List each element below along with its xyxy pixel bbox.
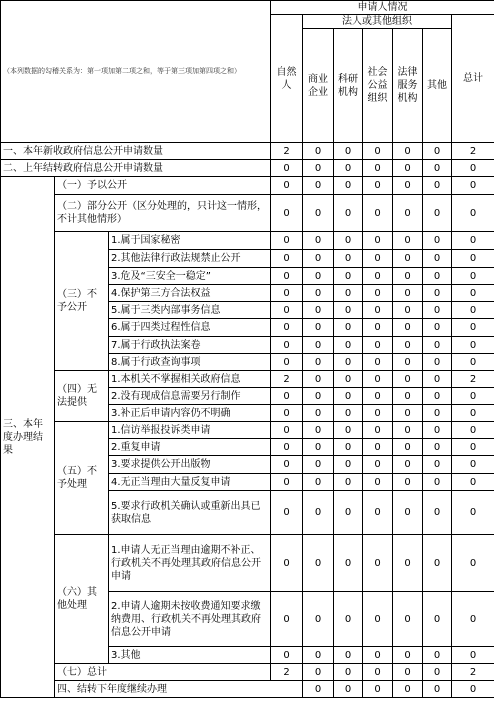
cell-value: 0	[423, 285, 452, 302]
cell-value: 0	[452, 195, 494, 232]
col-header-business: 商业企业	[303, 29, 334, 143]
cell-value: 0	[393, 439, 423, 456]
cell-value: 0	[363, 681, 393, 698]
cell-value: 0	[303, 177, 334, 195]
row-label: 2.申请人逾期未按收费通知要求缴纳费用、行政机关不再处理其政府信息公开申请	[109, 592, 271, 647]
cell-value: 0	[334, 456, 363, 474]
cell-value: 0	[363, 405, 393, 422]
cell-value: 0	[334, 143, 363, 160]
cell-value: 2	[452, 143, 494, 160]
cell-value: 0	[334, 302, 363, 319]
cell-value: 0	[393, 405, 423, 422]
table-row	[1, 177, 494, 195]
cell-value: 0	[452, 232, 494, 250]
cell-value: 0	[271, 422, 303, 439]
legal-persons-header: 法人或其他组织	[303, 15, 452, 29]
cell-value: 0	[393, 232, 423, 250]
cell-value: 0	[334, 647, 363, 664]
cell-value: 0	[363, 371, 393, 388]
cell-value: 0	[303, 439, 334, 456]
cell-value: 0	[363, 319, 393, 337]
cell-value: 0	[423, 474, 452, 491]
row-label: 一、本年新收政府信息公开申请数量	[1, 143, 271, 160]
row-label: 4.保护第三方合法权益	[109, 285, 271, 302]
cell-value: 0	[423, 388, 452, 405]
cell-value: 0	[452, 302, 494, 319]
cell-value: 0	[452, 354, 494, 371]
row-label: 1.信访举报投诉类申请	[109, 422, 271, 439]
cell-value: 0	[271, 195, 303, 232]
cell-value: 0	[334, 592, 363, 647]
cell-value: 0	[271, 388, 303, 405]
cell-value: 0	[334, 388, 363, 405]
cell-value: 0	[303, 422, 334, 439]
cell-value: 0	[393, 664, 423, 681]
cell-value: 0	[393, 302, 423, 319]
cell-value: 0	[363, 250, 393, 268]
cell-value: 0	[334, 371, 363, 388]
cell-value: 0	[423, 160, 452, 177]
cell-value: 0	[303, 302, 334, 319]
cell-value: 0	[271, 268, 303, 285]
cell-value: 0	[334, 405, 363, 422]
cell-value: 0	[423, 405, 452, 422]
cell-value: 0	[423, 337, 452, 354]
cell-value: 0	[334, 422, 363, 439]
cell-value: 0	[363, 439, 393, 456]
col-header-legal-service: 法律服务机构	[393, 29, 423, 143]
cell-value: 2	[271, 143, 303, 160]
cell-value: 0	[452, 681, 494, 698]
cell-value: 0	[363, 232, 393, 250]
cell-value: 0	[334, 268, 363, 285]
cell-value: 0	[393, 250, 423, 268]
table-row	[1, 422, 494, 439]
section-3-label: 三、本年度办理结果	[1, 177, 55, 698]
group-label: （六）其他处理	[55, 535, 109, 664]
cell-value: 0	[363, 337, 393, 354]
cell-value: 0	[271, 337, 303, 354]
cell-value: 0	[393, 195, 423, 232]
cell-value: 0	[303, 160, 334, 177]
cell-value: 0	[271, 592, 303, 647]
cell-value: 2	[452, 664, 494, 681]
cell-value: 0	[423, 143, 452, 160]
cell-value: 0	[271, 354, 303, 371]
row-label: （一）予以公开	[55, 177, 271, 195]
cell-value: 0	[393, 319, 423, 337]
cell-value: 0	[363, 535, 393, 592]
cell-value: 0	[334, 337, 363, 354]
cell-value: 0	[271, 177, 303, 195]
cell-value: 0	[271, 535, 303, 592]
cell-value: 0	[303, 285, 334, 302]
cell-value: 0	[271, 319, 303, 337]
row-label: 4.无正当理由大量反复申请	[109, 474, 271, 491]
cell-value: 0	[303, 647, 334, 664]
cell-value: 0	[393, 388, 423, 405]
cell-value: 0	[452, 439, 494, 456]
cell-value: 0	[452, 405, 494, 422]
cell-value: 0	[303, 664, 334, 681]
cell-value: 0	[452, 592, 494, 647]
cell-value: 0	[393, 456, 423, 474]
row-label: 7.属于行政执法案卷	[109, 337, 271, 354]
cell-value: 0	[303, 143, 334, 160]
cell-value: 0	[393, 337, 423, 354]
cell-value: 0	[393, 535, 423, 592]
cell-value: 0	[423, 232, 452, 250]
cell-value: 0	[271, 405, 303, 422]
table-row	[1, 681, 494, 698]
cell-value: 0	[303, 268, 334, 285]
cell-value: 0	[452, 337, 494, 354]
cell-value: 0	[303, 592, 334, 647]
table-row	[1, 160, 494, 177]
cell-value: 0	[303, 405, 334, 422]
row-label: 四、结转下年度继续办理	[55, 681, 303, 698]
cell-value: 0	[423, 371, 452, 388]
cell-value: 0	[271, 232, 303, 250]
cell-value: 0	[303, 681, 334, 698]
cell-value: 0	[303, 474, 334, 491]
row-label: 3.其他	[109, 647, 271, 664]
cell-value: 0	[334, 354, 363, 371]
cell-value: 0	[452, 456, 494, 474]
cell-value: 0	[393, 422, 423, 439]
cell-value: 0	[423, 177, 452, 195]
cell-value: 0	[303, 491, 334, 535]
cell-value: 0	[271, 250, 303, 268]
cell-value: 0	[423, 681, 452, 698]
cell-value: 0	[393, 143, 423, 160]
group-label: （五）不予处理	[55, 422, 109, 535]
cell-value: 0	[334, 474, 363, 491]
row-label: 3.补正后申请内容仍不明确	[109, 405, 271, 422]
row-label: 2.重复申请	[109, 439, 271, 456]
cell-value: 0	[423, 664, 452, 681]
cell-value: 0	[393, 354, 423, 371]
cell-value: 0	[334, 195, 363, 232]
cell-value: 0	[334, 319, 363, 337]
row-label: （二）部分公开（区分处理的，只计这一情形，不计其他情形）	[55, 195, 271, 232]
cell-value: 0	[363, 592, 393, 647]
table-row	[1, 371, 494, 388]
cell-value: 0	[452, 422, 494, 439]
cell-value: 0	[423, 422, 452, 439]
col-header-other: 其他	[423, 29, 452, 143]
cell-value: 0	[393, 177, 423, 195]
col-header-research: 科研机构	[334, 29, 363, 143]
cell-value: 0	[393, 285, 423, 302]
cell-value: 0	[303, 232, 334, 250]
cell-value: 0	[393, 474, 423, 491]
cell-value: 0	[363, 664, 393, 681]
cell-value: 2	[271, 371, 303, 388]
row-label: 3.危及“三安全一稳定”	[109, 268, 271, 285]
row-label: 二、上年结转政府信息公开申请数量	[1, 160, 271, 177]
row-label: 2.没有现成信息需要另行制作	[109, 388, 271, 405]
col-header-total: 总计	[452, 15, 494, 143]
cell-value: 0	[363, 647, 393, 664]
cell-value: 0	[363, 456, 393, 474]
applicant-status-header: 申请人情况	[271, 1, 494, 15]
cell-value: 0	[303, 195, 334, 232]
cell-value: 0	[452, 160, 494, 177]
cell-value: 0	[334, 160, 363, 177]
row-label: 1.申请人无正当理由逾期不补正、行政机关不再处理其政府信息公开申请	[109, 535, 271, 592]
row-label: 5.要求行政机关确认或重新出具已获取信息	[109, 491, 271, 535]
col-header-public-welfare: 社会公益组织	[363, 29, 393, 143]
cell-value: 0	[303, 250, 334, 268]
cell-value: 0	[423, 647, 452, 664]
row-label: 8.属于行政查询事项	[109, 354, 271, 371]
row-label: 1.属于国家秘密	[109, 232, 271, 250]
group-label: （三）不予公开	[55, 232, 109, 371]
cell-value: 0	[363, 143, 393, 160]
cell-value: 2	[452, 371, 494, 388]
cell-value: 0	[334, 681, 363, 698]
cell-value: 0	[271, 439, 303, 456]
cell-value: 0	[452, 268, 494, 285]
table-row	[1, 664, 494, 681]
cell-value: 0	[452, 388, 494, 405]
cell-value: 0	[423, 592, 452, 647]
cell-value: 0	[271, 160, 303, 177]
cell-value: 0	[452, 535, 494, 592]
row-label: 1.本机关不掌握相关政府信息	[109, 371, 271, 388]
cell-value: 0	[423, 195, 452, 232]
row-label: 2.其他法律行政法规禁止公开	[109, 250, 271, 268]
cell-value: 0	[393, 371, 423, 388]
cell-value: 0	[363, 302, 393, 319]
table-row	[1, 195, 494, 232]
cell-value: 0	[452, 177, 494, 195]
cell-value: 0	[423, 439, 452, 456]
cell-value: 0	[452, 647, 494, 664]
cell-value: 0	[271, 647, 303, 664]
cell-value: 0	[334, 285, 363, 302]
cell-value: 0	[271, 285, 303, 302]
cell-value: 0	[423, 250, 452, 268]
cell-value: 0	[363, 160, 393, 177]
cell-value: 0	[423, 354, 452, 371]
cell-value: 0	[303, 354, 334, 371]
cell-value: 0	[334, 535, 363, 592]
table-row	[1, 535, 494, 592]
cell-value: 0	[363, 268, 393, 285]
cell-value: 0	[363, 474, 393, 491]
cell-value: 0	[334, 232, 363, 250]
cell-value: 0	[423, 456, 452, 474]
cell-value: 0	[423, 535, 452, 592]
col-header-natural-person: 自然人	[271, 15, 303, 143]
table-row	[1, 143, 494, 160]
cell-value: 0	[334, 491, 363, 535]
cell-value: 0	[334, 439, 363, 456]
row-label: （七）总计	[55, 664, 271, 681]
cell-value: 0	[303, 319, 334, 337]
cell-value: 0	[393, 681, 423, 698]
cell-value: 0	[303, 535, 334, 592]
cell-value: 0	[363, 285, 393, 302]
cell-value: 0	[423, 491, 452, 535]
row-label: 3.要求提供公开出版物	[109, 456, 271, 474]
cell-value: 0	[423, 319, 452, 337]
cell-value: 2	[271, 664, 303, 681]
cell-value: 0	[423, 302, 452, 319]
cell-value: 0	[363, 177, 393, 195]
cell-value: 0	[363, 354, 393, 371]
row-label: 5.属于三类内部事务信息	[109, 302, 271, 319]
cell-value: 0	[393, 647, 423, 664]
cell-value: 0	[271, 302, 303, 319]
table-row	[1, 232, 494, 250]
cell-value: 0	[452, 285, 494, 302]
cell-value: 0	[363, 195, 393, 232]
cell-value: 0	[423, 268, 452, 285]
cell-value: 0	[393, 592, 423, 647]
cell-value: 0	[452, 491, 494, 535]
cell-value: 0	[334, 177, 363, 195]
cell-value: 0	[393, 160, 423, 177]
row-label: 6.属于四类过程性信息	[109, 319, 271, 337]
cell-value: 0	[393, 491, 423, 535]
cell-value: 0	[452, 474, 494, 491]
cell-value: 0	[303, 371, 334, 388]
cell-value: 0	[363, 422, 393, 439]
cell-value: 0	[271, 491, 303, 535]
cell-value: 0	[303, 456, 334, 474]
group-label: （四）无法提供	[55, 371, 109, 422]
cell-value: 0	[303, 337, 334, 354]
cell-value: 0	[334, 664, 363, 681]
cell-value: 0	[393, 268, 423, 285]
cell-value: 0	[303, 388, 334, 405]
cell-value: 0	[363, 491, 393, 535]
cell-value: 0	[452, 250, 494, 268]
table-note: （本列数据的勾稽关系为：第一项加第二项之和，等于第三项加第四项之和）	[1, 1, 271, 143]
cell-value: 0	[334, 250, 363, 268]
cell-value: 0	[271, 456, 303, 474]
cell-value: 0	[452, 319, 494, 337]
cell-value: 0	[271, 474, 303, 491]
cell-value: 0	[363, 388, 393, 405]
